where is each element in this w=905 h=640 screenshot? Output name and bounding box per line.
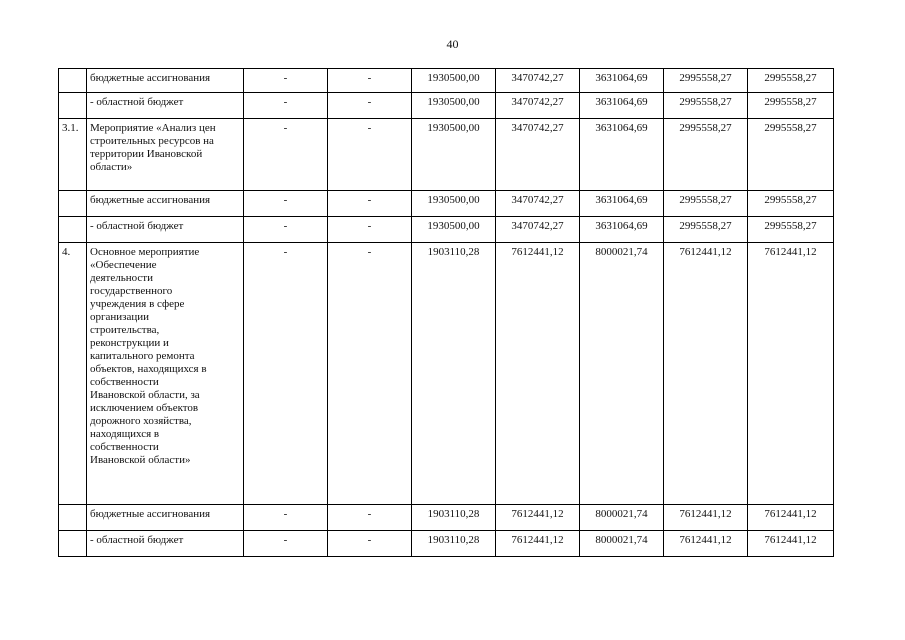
cell-value: 2995558,27 — [664, 217, 748, 243]
cell-value: 8000021,74 — [580, 531, 664, 557]
cell-value: 7612441,12 — [496, 243, 580, 505]
cell-dash: - — [244, 119, 328, 191]
cell-value: 1930500,00 — [412, 119, 496, 191]
row-index: 3.1. — [59, 119, 87, 191]
budget-table — [58, 68, 834, 557]
table-row — [59, 217, 834, 243]
cell-value: 2995558,27 — [748, 69, 834, 93]
cell-dash: - — [328, 531, 412, 557]
row-index — [59, 93, 87, 119]
cell-dash: - — [328, 93, 412, 119]
cell-value: 1903110,28 — [412, 505, 496, 531]
table-row — [59, 531, 834, 557]
cell-value: 3470742,27 — [496, 69, 580, 93]
cell-value: 3631064,69 — [580, 119, 664, 191]
page-number: 40 — [446, 37, 459, 51]
cell-dash: - — [244, 505, 328, 531]
row-name: - областной бюджет — [87, 93, 244, 119]
row-name: бюджетные ассигнования — [87, 69, 244, 93]
table-row — [59, 119, 834, 191]
cell-value: 7612441,12 — [496, 531, 580, 557]
cell-value: 2995558,27 — [664, 93, 748, 119]
cell-value: 3470742,27 — [496, 191, 580, 217]
table-row — [59, 243, 834, 505]
cell-dash: - — [244, 217, 328, 243]
cell-dash: - — [244, 69, 328, 93]
row-name: бюджетные ассигнования — [87, 505, 244, 531]
row-index — [59, 505, 87, 531]
row-name: - областной бюджет — [87, 531, 244, 557]
cell-value: 2995558,27 — [748, 217, 834, 243]
cell-value: 7612441,12 — [664, 505, 748, 531]
row-name: Мероприятие «Анализ цен строительных ресурсов на территории Ивановской области» — [87, 119, 244, 191]
cell-dash: - — [244, 191, 328, 217]
cell-value: 3631064,69 — [580, 217, 664, 243]
cell-value: 2995558,27 — [748, 119, 834, 191]
cell-value: 3470742,27 — [496, 217, 580, 243]
cell-value: 2995558,27 — [664, 119, 748, 191]
cell-value: 2995558,27 — [664, 191, 748, 217]
cell-dash: - — [244, 93, 328, 119]
cell-value: 8000021,74 — [580, 505, 664, 531]
cell-dash: - — [328, 119, 412, 191]
cell-value: 1930500,00 — [412, 69, 496, 93]
row-index: 4. — [59, 243, 87, 505]
row-name: - областной бюджет — [87, 217, 244, 243]
cell-value: 1930500,00 — [412, 191, 496, 217]
row-index — [59, 531, 87, 557]
cell-value: 2995558,27 — [748, 191, 834, 217]
cell-value: 7612441,12 — [748, 531, 834, 557]
cell-dash: - — [328, 243, 412, 505]
cell-value: 2995558,27 — [664, 69, 748, 93]
table-row — [59, 191, 834, 217]
row-index — [59, 217, 87, 243]
cell-dash: - — [328, 191, 412, 217]
table-row — [59, 93, 834, 119]
cell-dash: - — [328, 217, 412, 243]
cell-value: 1930500,00 — [412, 217, 496, 243]
cell-dash: - — [244, 243, 328, 505]
cell-value: 3631064,69 — [580, 93, 664, 119]
cell-value: 2995558,27 — [748, 93, 834, 119]
cell-value: 3470742,27 — [496, 93, 580, 119]
row-name: Основное мероприятие «Обеспечение деятельности государственного учреждения в сфере организации строительства, реконструкции и капитального ремонта объектов, находящихся в собственности Ивановской области, за исключением объектов дорожного хозяйства, находящихся в собственности Ивановской области» — [87, 243, 244, 505]
cell-dash: - — [244, 531, 328, 557]
row-index — [59, 191, 87, 217]
cell-value: 1930500,00 — [412, 93, 496, 119]
cell-dash: - — [328, 505, 412, 531]
cell-value: 7612441,12 — [664, 531, 748, 557]
cell-dash: - — [328, 69, 412, 93]
cell-value: 7612441,12 — [664, 243, 748, 505]
table-row — [59, 69, 834, 93]
row-index — [59, 69, 87, 93]
cell-value: 3631064,69 — [580, 191, 664, 217]
row-name: бюджетные ассигнования — [87, 191, 244, 217]
table-row — [59, 505, 834, 531]
cell-value: 7612441,12 — [748, 243, 834, 505]
cell-value: 3470742,27 — [496, 119, 580, 191]
cell-value: 8000021,74 — [580, 243, 664, 505]
cell-value: 3631064,69 — [580, 69, 664, 93]
cell-value: 1903110,28 — [412, 531, 496, 557]
cell-value: 7612441,12 — [496, 505, 580, 531]
cell-value: 1903110,28 — [412, 243, 496, 505]
cell-value: 7612441,12 — [748, 505, 834, 531]
